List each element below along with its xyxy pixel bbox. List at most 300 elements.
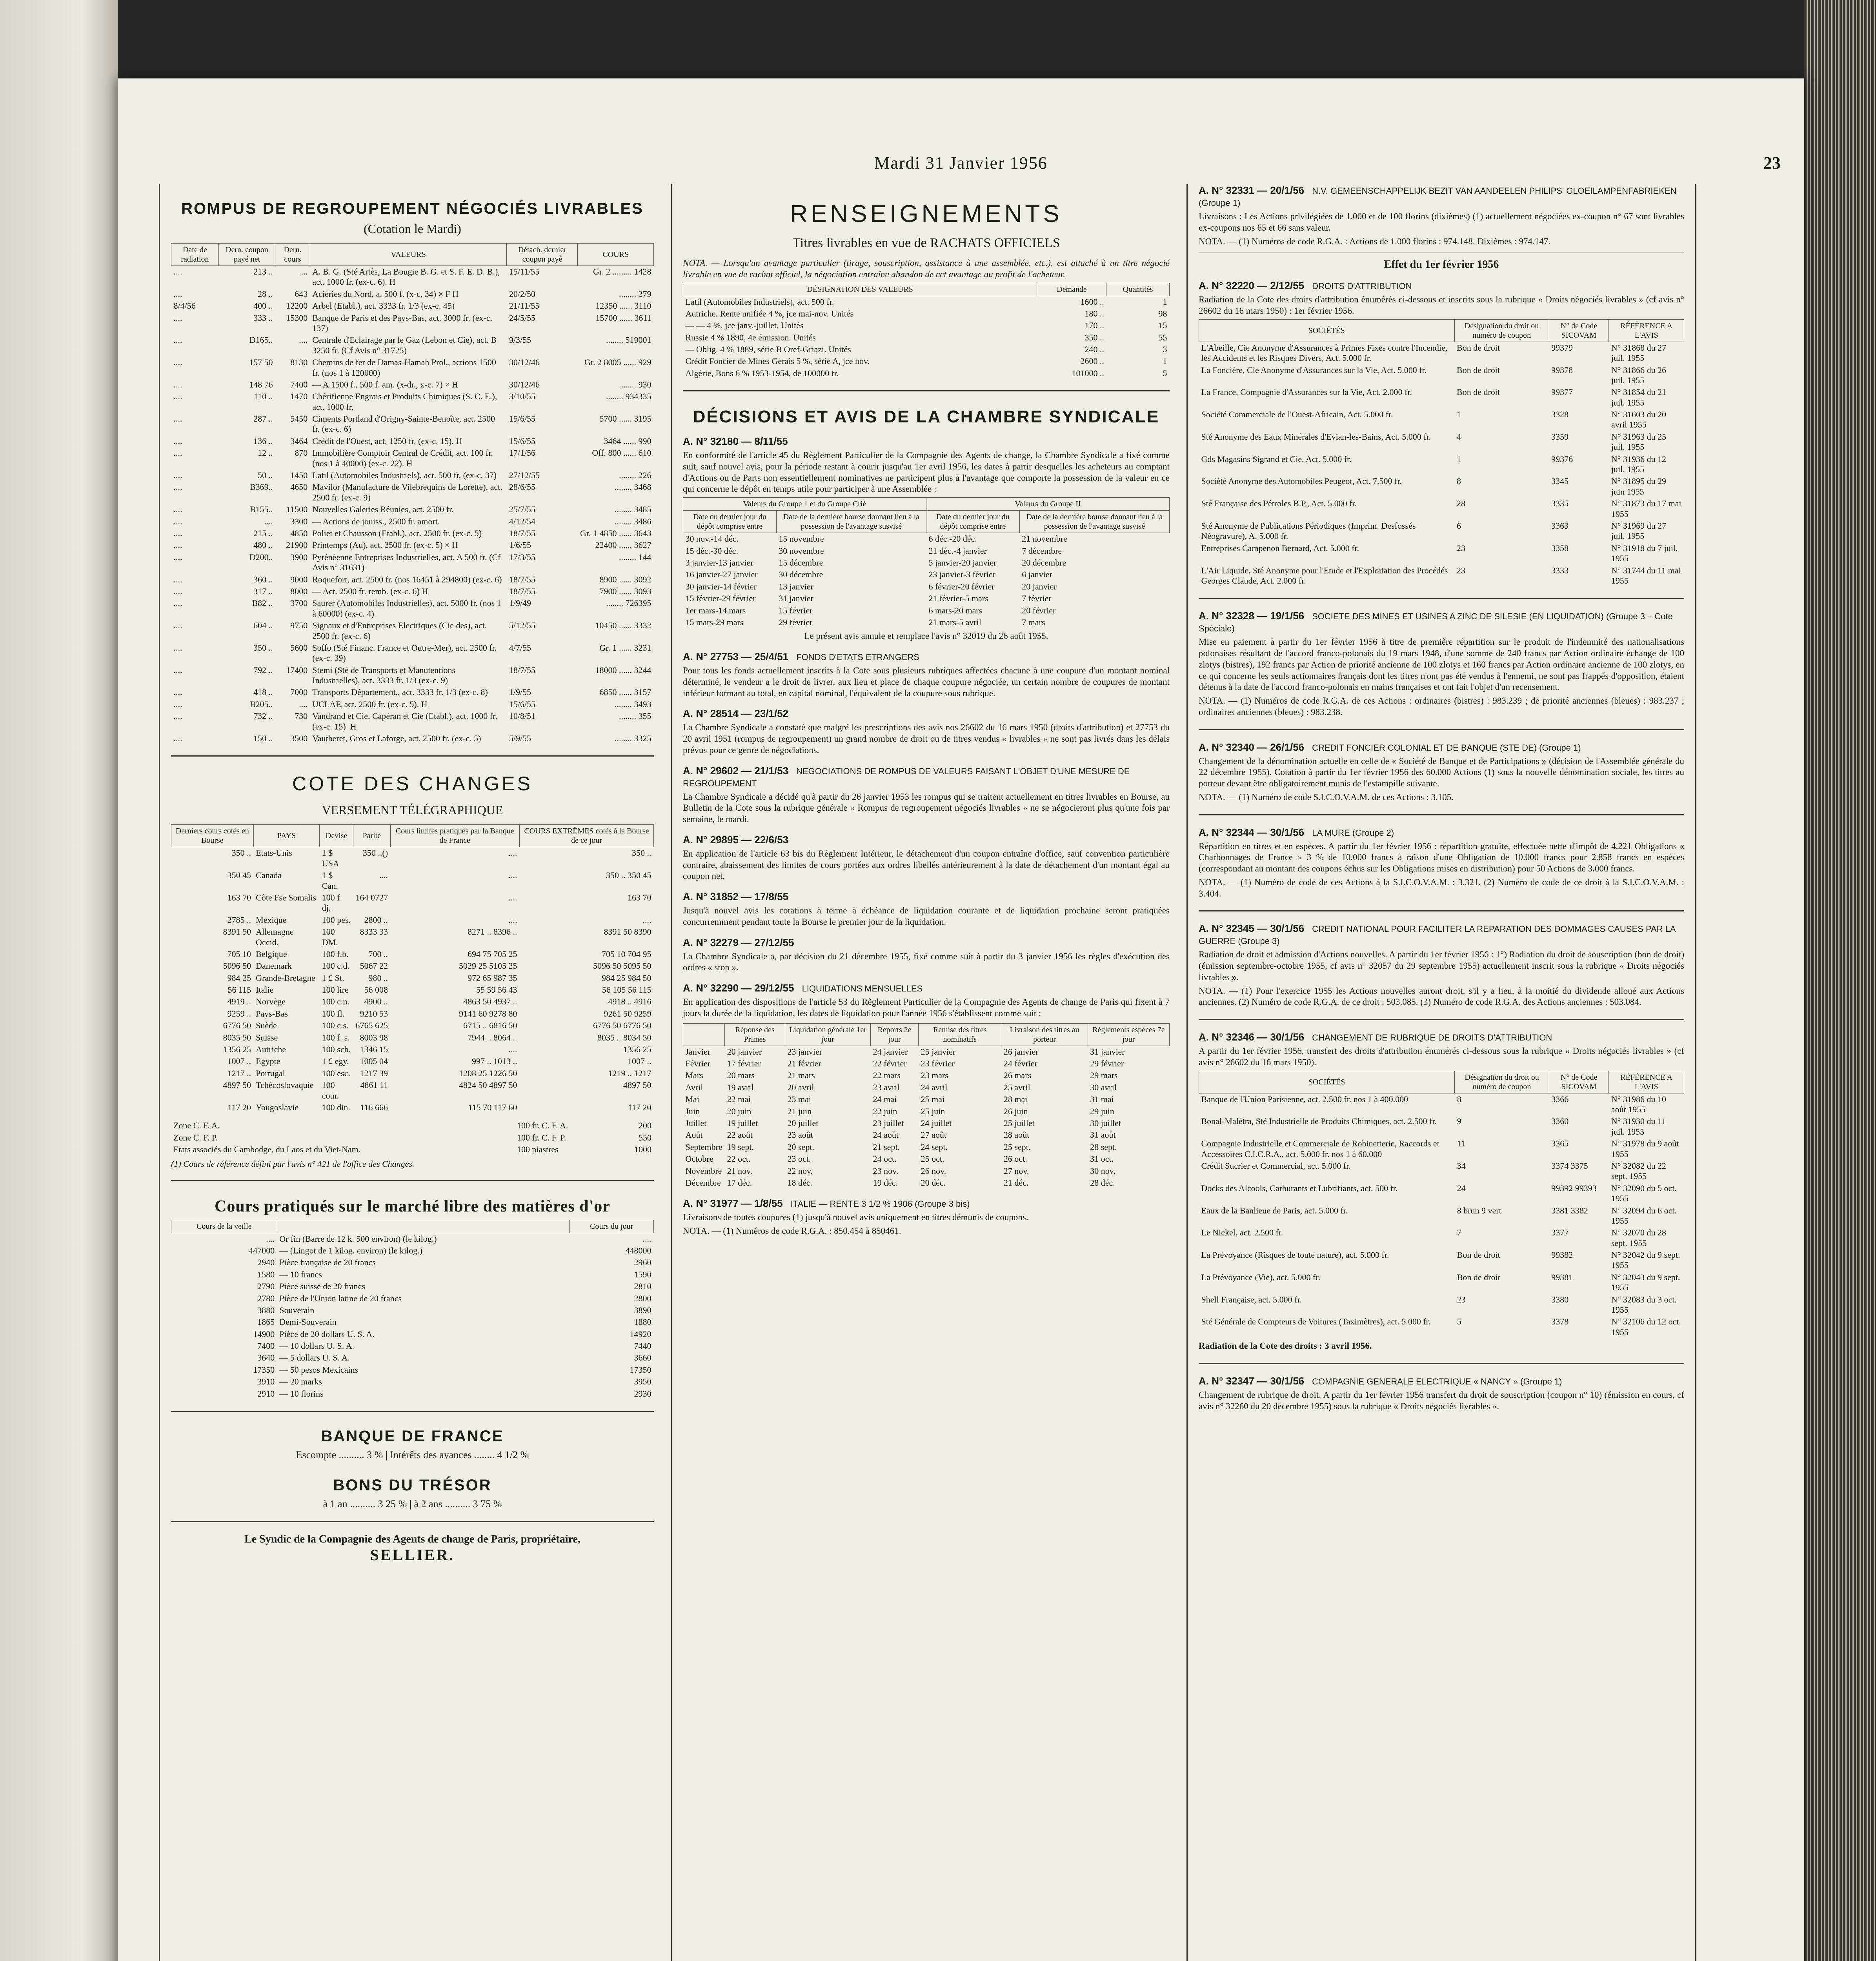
liquidations-row (683, 1177, 1170, 1189)
groupes-cell: 15 novembre (779, 534, 824, 544)
liquidations-cell: Juillet (685, 1118, 707, 1128)
liquidations-cell: 23 février (921, 1059, 955, 1068)
rompus-row (171, 447, 654, 469)
avis-text: La Chambre Syndicale a constaté que malgré les prescriptions des avis nos 26602 du 16 mars 1950 (droits d'attribution) et 27753 du 20 avril 1951 (rompus de regroupement) un grand nombre de droit ou de titres vendus « livrables » ne sont pas livrés dans les délais prévus pour ce genre de négociations. (683, 722, 1170, 755)
changes-cell: 350 ..() (362, 848, 388, 858)
groupes-table (683, 497, 1170, 628)
groupes-row (683, 605, 1170, 617)
liquidations-header-0 (683, 1023, 725, 1046)
avis-number (683, 834, 1170, 846)
liquidations-cell: 22 oct. (727, 1154, 751, 1164)
rompus-cell: B82 .. (252, 598, 273, 608)
changes-cell: Etats-Unis (256, 848, 293, 858)
or-cell: 1865 (257, 1317, 275, 1327)
liquidations-header-3: Reports 2e jour (871, 1023, 919, 1046)
avis-number-text: A. N° 32290 — 29/12/55 (683, 982, 794, 994)
changes-cell: 8391 50 (223, 927, 251, 937)
groupes-cell: 5 janvier-20 janvier (928, 558, 997, 568)
changes-header-1: PAYS (253, 825, 320, 847)
rompus-cell: 110 .. (253, 391, 273, 402)
avis-32340-text: Changement de la dénomination actuelle en celle de « Société de Banque et de Participations » (décision de l'Assemblée générale du 22 décembre 1955). Cotation à partir du 1er février 1956 des 60.000 Actions (1) sous la nouvelle dénomination sociale, les titres au porteur devant être obligatoirement munis de l'estampille suivante. (1199, 756, 1684, 789)
avis-text: En application des dispositions de l'article 53 du Règlement Particulier de la Compagnie des Agents de change de Paris qui fixent à 7 jours la durée de la liquidation, les dates de liquidation pour l'année 1956 s'établissent comme suit : (683, 997, 1170, 1018)
zone-cell: 100 fr. C. F. A. (517, 1121, 568, 1131)
or-header-0: Cours de la veille (171, 1220, 277, 1233)
societes2-cell: N° 31986 du 10 août 1955 (1611, 1094, 1667, 1114)
changes-row (171, 914, 654, 926)
societes-row (1199, 386, 1684, 409)
avis-32347-text: Changement de rubrique de droit. A partir du 1er février 1956 transfert du droit de souscription (coupon n° 10) (émission en cours, cf avis n° 32260 du 20 décembre 1955) sous la rubrique « Droits négociés livrables ». (1199, 1390, 1684, 1411)
changes-cell: Mexique (256, 915, 287, 925)
or-cell: 1580 (257, 1269, 275, 1279)
rompus-cell: .... (173, 528, 182, 538)
societes-cell: L'Air Liquide, Sté Anonyme pour l'Etude et l'Exploitation des Procédés Georges Claude, Act. 2.000 fr. (1201, 565, 1448, 586)
rompus-cell: 15/6/55 (509, 436, 536, 446)
societes2-cell: 11 (1457, 1139, 1465, 1149)
zone-cell: Etats associés du Cambodge, du Laos et du Viet-Nam. (173, 1144, 361, 1155)
groupes-row (683, 617, 1170, 628)
societes2-cell: La Prévoyance (Vie), act. 5.000 fr. (1201, 1272, 1320, 1282)
or-cell: 2930 (634, 1388, 651, 1399)
rachats-table (683, 283, 1170, 380)
rompus-cell: ........ 279 (619, 289, 651, 299)
rompus-cell: 9000 (290, 574, 308, 584)
changes-cell: 350 .. (632, 848, 651, 858)
liquidations-cell: 21 février (787, 1059, 821, 1068)
changes-cell: 6765 625 (355, 1021, 388, 1031)
zone-row (171, 1144, 654, 1155)
rompus-cell: 25/7/55 (509, 504, 536, 515)
liquidations-cell: 22 nov. (787, 1166, 813, 1176)
rompus-cell: .... (173, 414, 182, 424)
rompus-cell: .... (173, 267, 182, 277)
rompus-cell: Gr. 1 4850 ...... 3643 (580, 528, 651, 538)
societes-table (1199, 319, 1684, 587)
societes2-cell: 3381 3382 (1551, 1205, 1588, 1215)
rompus-cell: 15700 ...... 3611 (595, 313, 651, 323)
changes-header-5: COURS EXTRÊMES cotés à la Bourse de ce jour (520, 825, 654, 847)
societes-cell: L'Abeille, Cie Anonyme d'Assurances à Primes Fixes contre l'Incendie, les Accidents et les Risques Divers, Act. 5.000 fr. (1201, 342, 1448, 363)
societes-row (1199, 342, 1684, 364)
groupes-cell: 31 janvier (779, 593, 813, 604)
societes2-cell: 8 brun 9 vert (1457, 1205, 1501, 1215)
or-cell: 1590 (634, 1269, 651, 1279)
liquidations-cell: Mai (685, 1094, 699, 1104)
newspaper-page (118, 78, 1804, 1961)
rompus-cell: .... (173, 289, 182, 299)
rompus-subtitle: (Cotation le Mardi) (364, 222, 461, 236)
rompus-cell: .... (173, 620, 182, 631)
changes-header-2: Devise (320, 825, 353, 847)
or-cell: 17350 (253, 1364, 275, 1375)
rompus-cell: 4850 (290, 528, 308, 538)
societes-cell: 28 (1457, 498, 1466, 509)
rompus-cell: 643 (295, 289, 308, 299)
column-right (1186, 184, 1696, 1961)
liquidations-header-5: Livraison des titres au porteur (1001, 1023, 1088, 1046)
liquidations-cell: 25 oct. (921, 1154, 944, 1164)
rompus-cell: ........ 726395 (606, 598, 651, 608)
rompus-cell: ........ 3485 (615, 504, 651, 515)
rompus-cell: 730 (295, 711, 308, 721)
or-row (171, 1376, 654, 1388)
rachats-cell: Algérie, Bons 6 % 1953-1954, de 100000 fr. (685, 368, 839, 378)
rompus-cell: — Act. 2500 fr. remb. (ex-c. 6) H (312, 586, 428, 596)
societes-cell: Bon de droit (1457, 387, 1500, 397)
avis-32345-number: A. N° 32345 — 30/1/56 CREDIT NATIONAL POUR FACILITER LA REPARATION DES DOMMAGES CAUSES PAR LA GUERRE (Groupe 3) (1199, 922, 1676, 946)
rachats-row (683, 308, 1170, 320)
rompus-cell: 15/6/55 (509, 414, 536, 424)
societes-cell: 6 (1457, 521, 1461, 531)
groupes-cell: 21 mars-5 avril (928, 617, 981, 627)
groupes-sub-header-2: Date du dernier jour du dépôt comprise entre (926, 511, 1019, 533)
liquidations-cell: 19 avril (727, 1082, 754, 1092)
societes2-row (1199, 1205, 1684, 1227)
changes-cell: 6776 50 (223, 1021, 251, 1031)
rompus-cell: 148 76 (249, 379, 273, 389)
groupes-cell: 1er mars-14 mars (685, 605, 746, 615)
rompus-row (171, 597, 654, 620)
rachats-cell: 180 .. (1084, 308, 1104, 318)
liquidations-row (683, 1129, 1170, 1141)
tresor-line: à 1 an .......... 3 25 % | à 2 ans .......... 3 75 % (323, 1498, 502, 1510)
societes2-cell: Shell Française, act. 5.000 fr. (1201, 1294, 1302, 1304)
zone-cell: 100 piastres (517, 1144, 559, 1155)
societes2-cell: 3365 (1551, 1139, 1569, 1149)
or-cell: 2960 (634, 1257, 651, 1268)
rachats-cell: Latil (Automobiles Industriels), act. 500 fr. (685, 297, 834, 307)
changes-cell: 350 .. 350 45 (606, 870, 651, 880)
rompus-cell: 150 .. (253, 733, 273, 744)
groupes-sub-header-0: Date du dernier jour du dépôt comprise entre (683, 511, 777, 533)
societes2-cell: La Prévoyance (Risques de toute nature), act. 5.000 fr. (1201, 1250, 1389, 1260)
rompus-cell: .... (173, 642, 182, 653)
liquidations-cell: 28 déc. (1090, 1177, 1115, 1188)
rompus-row (171, 699, 654, 710)
changes-cell: 5029 25 5105 25 (459, 961, 517, 971)
societes2-cell: 3374 3375 (1551, 1161, 1588, 1171)
zone-cell: 550 (639, 1132, 651, 1142)
rompus-cell: .... (173, 598, 182, 608)
rompus-cell: 5/9/55 (509, 733, 531, 744)
rompus-cell: Saurer (Automobiles Industrielles), act. 5000 fr. (nos 1 à 60000) (ex-c. 4) (312, 598, 501, 618)
liquidations-cell: Décembre (685, 1177, 721, 1188)
or-cell: Pièce française de 20 francs (279, 1257, 376, 1268)
societes2-row (1199, 1249, 1684, 1272)
societes-cell: Gds Magasins Sigrand et Cie, Act. 5.000 fr. (1201, 454, 1352, 464)
societes-cell: Société Anonyme des Automobiles Peugeot, Act. 7.500 fr. (1201, 476, 1402, 486)
societes2-cell: 3378 (1551, 1317, 1569, 1327)
rompus-cell: 18/7/55 (509, 528, 536, 538)
changes-cell: 4863 50 4937 .. (463, 997, 517, 1007)
changes-note: (1) Cours de référence défini par l'avis n° 421 de l'office des Changes. (171, 1159, 415, 1169)
societes-cell: N° 31918 du 7 juil. 1955 (1611, 543, 1678, 564)
liquidations-cell: 20 sept. (787, 1142, 814, 1152)
rompus-cell: 1/9/49 (509, 598, 531, 608)
changes-cell: 56 105 56 115 (602, 985, 651, 995)
or-row (171, 1281, 654, 1292)
changes-header-0: Derniers cours cotés en Bourse (171, 825, 254, 847)
changes-cell: 7944 .. 8064 .. (468, 1032, 517, 1042)
zone-cell: 100 fr. C. F. P. (517, 1132, 566, 1142)
liquidations-cell: 29 février (1090, 1059, 1124, 1068)
changes-cell: 8003 98 (360, 1032, 388, 1042)
rompus-cell: 15/6/55 (509, 699, 536, 709)
or-title: Cours pratiqués sur le marché libre des matières d'or (215, 1197, 610, 1215)
rompus-cell: 213 .. (253, 267, 273, 277)
rompus-cell: 17/3/55 (509, 552, 536, 562)
rompus-cell: B205.. (249, 699, 273, 709)
avis-32328-nota: NOTA. — (1) Numéros de code R.G.A. de ces Actions : ordinaires (bistres) : 983.239 ; de priorité anciennes (bleues) : 983.237 ; ordinaires anciennes (bleues) : 983.238. (1199, 696, 1684, 717)
avis-32346-number: A. N° 32346 — 30/1/56 CHANGEMENT DE RUBRIQUE DE DROITS D'ATTRIBUTION (1199, 1031, 1552, 1043)
liquidations-cell: Septembre (685, 1142, 722, 1152)
changes-row (171, 870, 654, 892)
liquidations-row (683, 1093, 1170, 1105)
or-row (171, 1388, 654, 1400)
avis-number-text: A. N° 28514 — 23/1/52 (683, 708, 789, 720)
renseignements-note: NOTA. — Lorsqu'un avantage particulier (tirage, souscription, assistance à une assemblée, etc.), est attaché à un titre négocié livrable en vue de rachat officiel, la négociation entraîne abandon de cet avantage au profit de l'acheteur. (683, 258, 1170, 279)
rompus-cell: .... (173, 379, 182, 389)
groupes-cell: 20 février (1022, 605, 1056, 615)
changes-row (171, 1102, 654, 1113)
changes-row (171, 1020, 654, 1031)
avis-number (683, 651, 1170, 663)
rachats-header-2: Quantités (1106, 283, 1170, 296)
decisions-title: DÉCISIONS ET AVIS DE LA CHAMBRE SYNDICALE (693, 407, 1160, 427)
rachats-row (683, 296, 1170, 308)
changes-row (171, 892, 654, 914)
societes2-cell: 99381 (1551, 1272, 1573, 1282)
avis-number-text: A. N° 29602 — 21/1/53 (683, 764, 789, 777)
rompus-cell: 7900 ...... 3093 (599, 586, 651, 596)
or-cell: — (Lingot de 1 kilog. environ) (le kilog.) (279, 1245, 422, 1255)
changes-row (171, 972, 654, 984)
zone-table (171, 1120, 654, 1155)
or-cell: 3660 (634, 1353, 651, 1363)
groupes-cell: 30 novembre (779, 546, 824, 556)
societes-cell: 1 (1457, 409, 1461, 420)
rompus-cell: 18/7/55 (509, 586, 536, 596)
societes2-cell: Sté Générale de Compteurs de Voitures (Taximètres), act. 5.000 fr. (1201, 1317, 1431, 1327)
changes-cell: 100 din. (322, 1102, 350, 1112)
changes-cell: Grande-Bretagne (256, 973, 315, 983)
groupes-note: Le présent avis annule et remplace l'avis n° 32019 du 26 août 1955. (804, 631, 1048, 641)
rompus-row (171, 413, 654, 435)
avis-number-text: A. N° 27753 — 25/4/51 (683, 651, 789, 663)
or-row (171, 1352, 654, 1364)
book-spine (0, 0, 118, 1961)
rompus-cell: 5450 (290, 414, 308, 424)
liquidations-cell: 19 sept. (727, 1142, 754, 1152)
rompus-cell: .... (173, 665, 182, 675)
liquidations-cell: 23 mars (921, 1070, 948, 1081)
rompus-cell: B155.. (249, 504, 273, 515)
zone-cell: 200 (639, 1121, 651, 1131)
changes-cell: 100 esc. (322, 1068, 350, 1078)
rompus-cell: 5600 (290, 642, 308, 653)
changes-table (171, 824, 654, 1113)
rompus-cell: ........ 226 (619, 470, 651, 480)
liquidations-cell: 20 juillet (787, 1118, 819, 1128)
changes-row (171, 1079, 654, 1102)
liquidations-cell: 27 nov. (1003, 1166, 1029, 1176)
or-cell: 14900 (253, 1329, 275, 1339)
avis-text: Pour tous les fonds actuellement inscrits à la Cote sous plusieurs rubriques affectées chacune à une coupure d'un montant nominal déterminé, le vendeur a le droit de livrer, aux lieu et place de chaque coupure négociée, un certain nombre de coupures de montant inférieur formant au total, en capital nominal, l'équivalent de la coupure sous rubrique. (683, 666, 1170, 698)
rachats-cell: 55 (1158, 332, 1167, 342)
groupe-1-header: Valeurs du Groupe 1 et du Groupe Crié (683, 498, 926, 511)
liquidations-cell: 24 août (873, 1130, 899, 1140)
liquidations-cell: 26 janvier (1003, 1046, 1039, 1057)
or-cell: 3890 (634, 1305, 651, 1315)
societes2-cell: 23 (1457, 1294, 1466, 1304)
rachats-cell: 350 .. (1084, 332, 1104, 342)
liquidations-cell: 25 juillet (1003, 1118, 1035, 1128)
liquidations-cell: 22 mai (727, 1094, 751, 1104)
rompus-cell: Immobilière Comptoir Central de Crédit, act. 100 fr. (nos 1 à 40000) (ex-c. 22). H (312, 448, 493, 468)
rompus-cell: 10450 ...... 3332 (595, 620, 651, 631)
rompus-cell: ........ 3493 (615, 699, 651, 709)
changes-cell: 984 25 (227, 973, 251, 983)
liquidations-cell: Avril (685, 1082, 703, 1092)
societes-cell: 8 (1457, 476, 1461, 486)
liquidations-cell: 24 oct. (873, 1154, 897, 1164)
changes-cell: 1219 .. 1217 (608, 1068, 651, 1078)
rompus-cell: 10/8/51 (509, 711, 536, 721)
groupes-cell: 20 décembre (1022, 558, 1066, 568)
changes-cell: 1007 .. (628, 1056, 651, 1066)
rompus-cell: .... (173, 711, 182, 721)
changes-cell: 980 .. (368, 973, 388, 983)
societes-cell: 3345 (1551, 476, 1569, 486)
liquidations-cell: 23 avril (873, 1082, 900, 1092)
changes-cell: 100 cour. (322, 1080, 339, 1101)
liquidations-cell: 29 mars (1090, 1070, 1118, 1081)
societes-row (1199, 565, 1684, 587)
or-cell: — 20 marks (279, 1377, 322, 1387)
rompus-cell: Vandrand et Cie, Capéran et Cie (Etabl.), act. 1000 fr. (ex-c. 15). H (312, 711, 497, 731)
liquidations-cell: 22 février (873, 1059, 907, 1068)
rompus-cell: Gr. 1 ...... 3231 (599, 642, 651, 653)
rompus-cell: 400 .. (253, 301, 273, 311)
societes-cell: Société Commerciale de l'Ouest-Africain, Act. 5.000 fr. (1201, 409, 1393, 420)
rompus-row (171, 481, 654, 504)
changes-cell: .... (508, 848, 517, 858)
societes-cell: 23 (1457, 543, 1466, 553)
or-cell: 448000 (625, 1245, 651, 1255)
rachats-cell: 170 .. (1084, 320, 1104, 331)
or-cell: — 10 dollars U. S. A. (279, 1341, 354, 1351)
liquidations-cell: 24 mai (873, 1094, 897, 1104)
rompus-cell: 11500 (286, 504, 308, 515)
changes-cell: Yougoslavie (256, 1102, 299, 1112)
groupes-cell: 16 janvier-27 janvier (685, 569, 758, 580)
changes-cell: 705 10 (227, 949, 251, 959)
liquidations-header-1: Réponse des Primes (725, 1023, 785, 1046)
groupes-cell: 15 mars-29 mars (685, 617, 744, 627)
groupes-row (683, 557, 1170, 569)
zone-row (171, 1120, 654, 1131)
liquidations-table (683, 1023, 1170, 1189)
avis-number-text: A. N° 31852 — 17/8/55 (683, 891, 789, 903)
zone-cell: 1000 (634, 1144, 651, 1155)
syndic-line: Le Syndic de la Compagnie des Agents de change de Paris, propriétaire, (244, 1533, 580, 1546)
societes-header-2: N° de Code SICOVAM (1549, 319, 1609, 342)
groupes-sub-header-3: Date de la dernière bourse donnant lieu à la possession de l'avantage susvisé (1019, 511, 1169, 533)
rompus-cell: D200.. (249, 552, 273, 562)
rachats-cell: 1 (1163, 297, 1167, 307)
changes-cell: 9141 60 9278 80 (459, 1008, 517, 1019)
societes2-row (1199, 1294, 1684, 1316)
liquidations-cell: 21 sept. (873, 1142, 900, 1152)
societes-cell: 3328 (1551, 409, 1569, 420)
liquidations-cell: 25 janvier (921, 1046, 956, 1057)
societes-cell: Bon de droit (1457, 342, 1500, 353)
rachats-cell: — Oblig. 4 % 1889, série B Oref-Griazi. Unités (685, 344, 851, 355)
avis-32345-text: Radiation de droit et admission d'Actions nouvelles. A partir du 1er février 1956 : 1°) Radiation du droit de souscription (bon de droit) (émission septembre-octobre 1955, cf avis n° 32057 du 29 septembre 1955) actuellement inscrit sous la rubrique « Droits négociés livrables ». (1199, 950, 1684, 982)
changes-cell: 1356 25 (223, 1044, 251, 1055)
liquidations-cell: 20 mars (727, 1070, 755, 1081)
liquidations-cell: 26 juin (1003, 1106, 1028, 1116)
rompus-header-0: Date de radiation (171, 244, 219, 266)
changes-cell: 163 70 (227, 892, 251, 902)
rompus-row (171, 586, 654, 597)
zone-cell: Zone C. F. P. (173, 1132, 218, 1142)
rachats-cell: — — 4 %, jce janv.-juillet. Unités (685, 320, 804, 331)
rompus-cell: 18/7/55 (509, 574, 536, 584)
liquidations-cell: 28 sept. (1090, 1142, 1117, 1152)
liquidations-cell: 19 juillet (727, 1118, 758, 1128)
rompus-header-4: Détach. dernier coupon payé (507, 244, 578, 266)
rompus-cell: 17400 (286, 665, 308, 675)
societes2-header-0: SOCIÉTÉS (1199, 1071, 1455, 1093)
societes2-cell: Compagnie Industrielle et Commerciale de Robinetterie, Raccords et Accessoires C.I.C.R.A., act. 5.000 fr. nos 1 à 60.000 (1201, 1139, 1439, 1159)
changes-row (171, 926, 654, 948)
societes2-cell: 34 (1457, 1161, 1466, 1171)
avis-32331-nota: NOTA. — (1) Numéros de code R.G.A. : Actions de 1.000 florins : 974.148. Dixièmes : 974.147. (1199, 236, 1550, 246)
or-cell: 2780 (257, 1293, 275, 1303)
rompus-cell: 8000 (290, 586, 308, 596)
liquidations-cell: 28 mai (1003, 1094, 1028, 1104)
or-row (171, 1316, 654, 1328)
or-row (171, 1293, 654, 1304)
rompus-cell: 8130 (290, 357, 308, 367)
rompus-cell: Gr. 2 8005 ...... 929 (584, 357, 651, 367)
rompus-cell: Transports Département., act. 3333 fr. 1/3 (ex-c. 8) (312, 687, 488, 697)
rachats-row (683, 344, 1170, 355)
societes-header-1: Désignation du droit ou numéro de coupon (1454, 319, 1549, 342)
rompus-cell: 15300 (286, 313, 308, 323)
rompus-cell: Ciments Portland d'Origny-Sainte-Benoîte, act. 2500 fr. (ex-c. 6) (312, 414, 495, 434)
avis-31977-text: Livraisons de toutes coupures (1) jusqu'à nouvel avis uniquement en titres démunis de coupons. (683, 1212, 1028, 1222)
liquidations-cell: 25 juin (921, 1106, 945, 1116)
avis-32340-number: A. N° 32340 — 26/1/56 CREDIT FONCIER COLONIAL ET DE BANQUE (STE DE) (Groupe 1) (1199, 741, 1581, 753)
changes-cell: .... (642, 915, 651, 925)
groupes-cell: 21 novembre (1022, 534, 1067, 544)
changes-cell: 350 45 (227, 870, 251, 880)
rompus-cell: 30/12/46 (509, 379, 540, 389)
liquidations-cell: 21 déc. (1003, 1177, 1029, 1188)
renseignements-subtitle: Titres livrables en vue de RACHATS OFFICIELS (792, 236, 1060, 250)
changes-row (171, 960, 654, 972)
changes-cell: 100 f. dj. (322, 892, 342, 913)
rompus-row (171, 300, 654, 312)
societes2-cell: Bon de droit (1457, 1250, 1500, 1260)
changes-row (171, 984, 654, 996)
changes-cell: 9210 53 (360, 1008, 388, 1019)
rompus-cell: 1/9/55 (509, 687, 531, 697)
rompus-cell: ........ 519001 (606, 335, 651, 345)
rompus-cell: Printemps (Au), act. 2500 fr. (ex-c. 5) × H (312, 540, 458, 550)
liquidations-cell: 17 février (727, 1059, 761, 1068)
